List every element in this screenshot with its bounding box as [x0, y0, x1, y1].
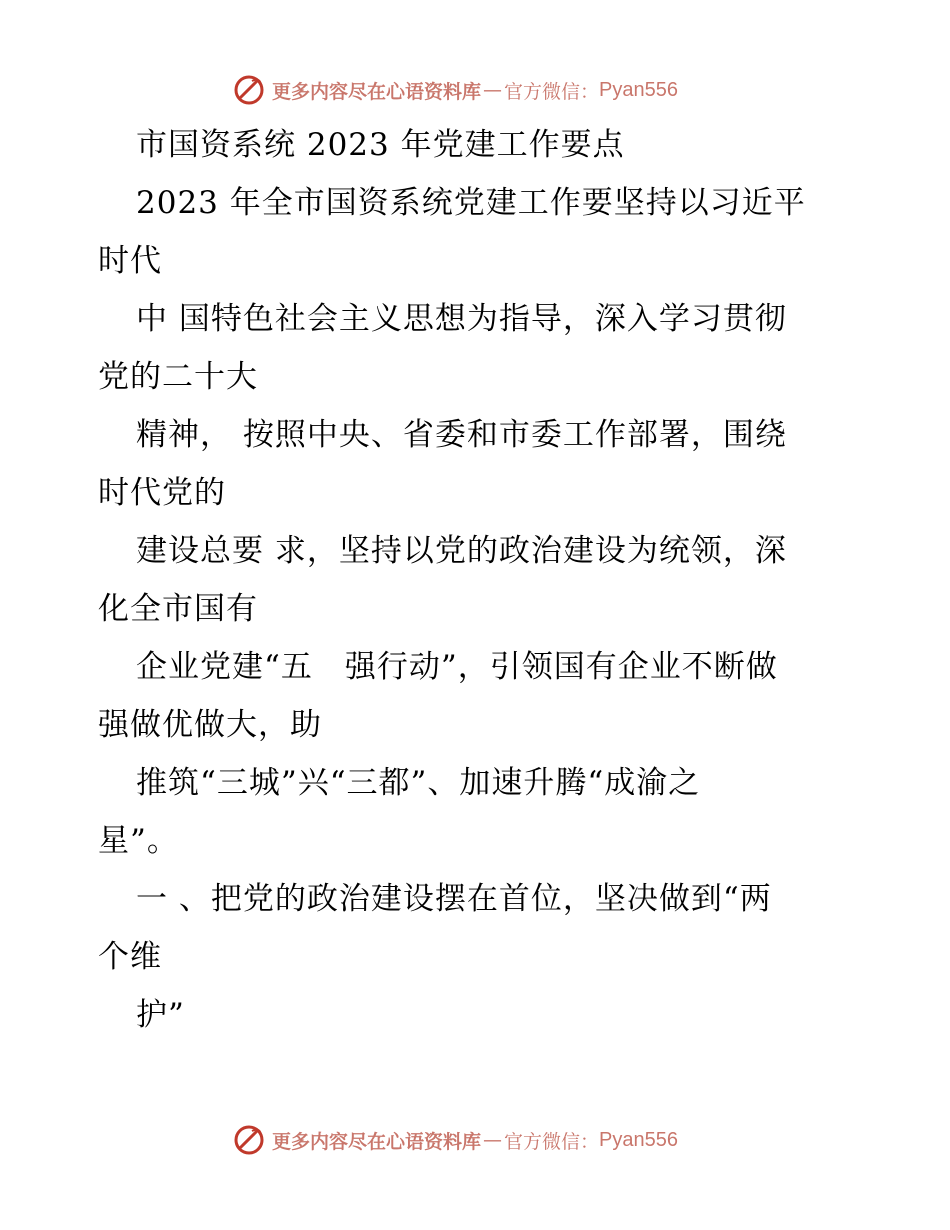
watermark-dash: —: [483, 1129, 503, 1151]
paragraph-line: 2023 年全市国资系统党建工作要坚持以习近平: [136, 185, 806, 221]
paragraph-line: 时代: [98, 243, 162, 279]
watermark-contact-label: 官方微信：: [504, 80, 600, 103]
section-heading-continued: 个维: [98, 939, 162, 975]
paragraph-line: 强做优做大，助: [98, 707, 322, 743]
document-body: [98, 116, 838, 1044]
paragraph-line: 建设总要 求，坚持以党的政治建设为统领，深: [136, 533, 787, 569]
paragraph-line: 时代党的: [98, 475, 226, 511]
watermark-text: 更多内容尽在心语资料库: [272, 1130, 482, 1153]
paragraph-line: 化全市国有: [98, 591, 258, 627]
watermark-dash: —: [483, 79, 503, 101]
paragraph-line: 推筑“三城”兴“三都”、加速升腾“成渝之: [136, 765, 701, 801]
section-heading-continued: 护”: [136, 997, 185, 1033]
section-heading: 一 、把党的政治建设摆在首位，坚决做到“两: [136, 881, 772, 917]
paragraph-line: 企业党建“五 强行动”，引领国有企业不断做: [136, 649, 778, 685]
watermark-contact-id: Pyan556: [599, 1128, 678, 1151]
paragraph-line: 中 国特色社会主义思想为指导，深入学习贯彻: [136, 301, 787, 337]
document-title: 市国资系统 2023 年党建工作要点: [136, 127, 625, 163]
watermark-contact-label: 官方微信：: [504, 1130, 600, 1153]
footer-watermark: [232, 1122, 678, 1158]
paragraph-line: 精神， 按照中央、省委和市委工作部署，围绕: [136, 417, 787, 453]
brush-circle-logo-icon: [232, 73, 266, 107]
paragraph-line: 党的二十大: [98, 359, 258, 395]
watermark-contact-id: Pyan556: [599, 78, 678, 101]
header-watermark: [232, 72, 678, 108]
brush-circle-logo-icon: [232, 1123, 266, 1157]
paragraph-line: 星”。: [98, 823, 179, 859]
watermark-text: 更多内容尽在心语资料库: [272, 80, 482, 103]
